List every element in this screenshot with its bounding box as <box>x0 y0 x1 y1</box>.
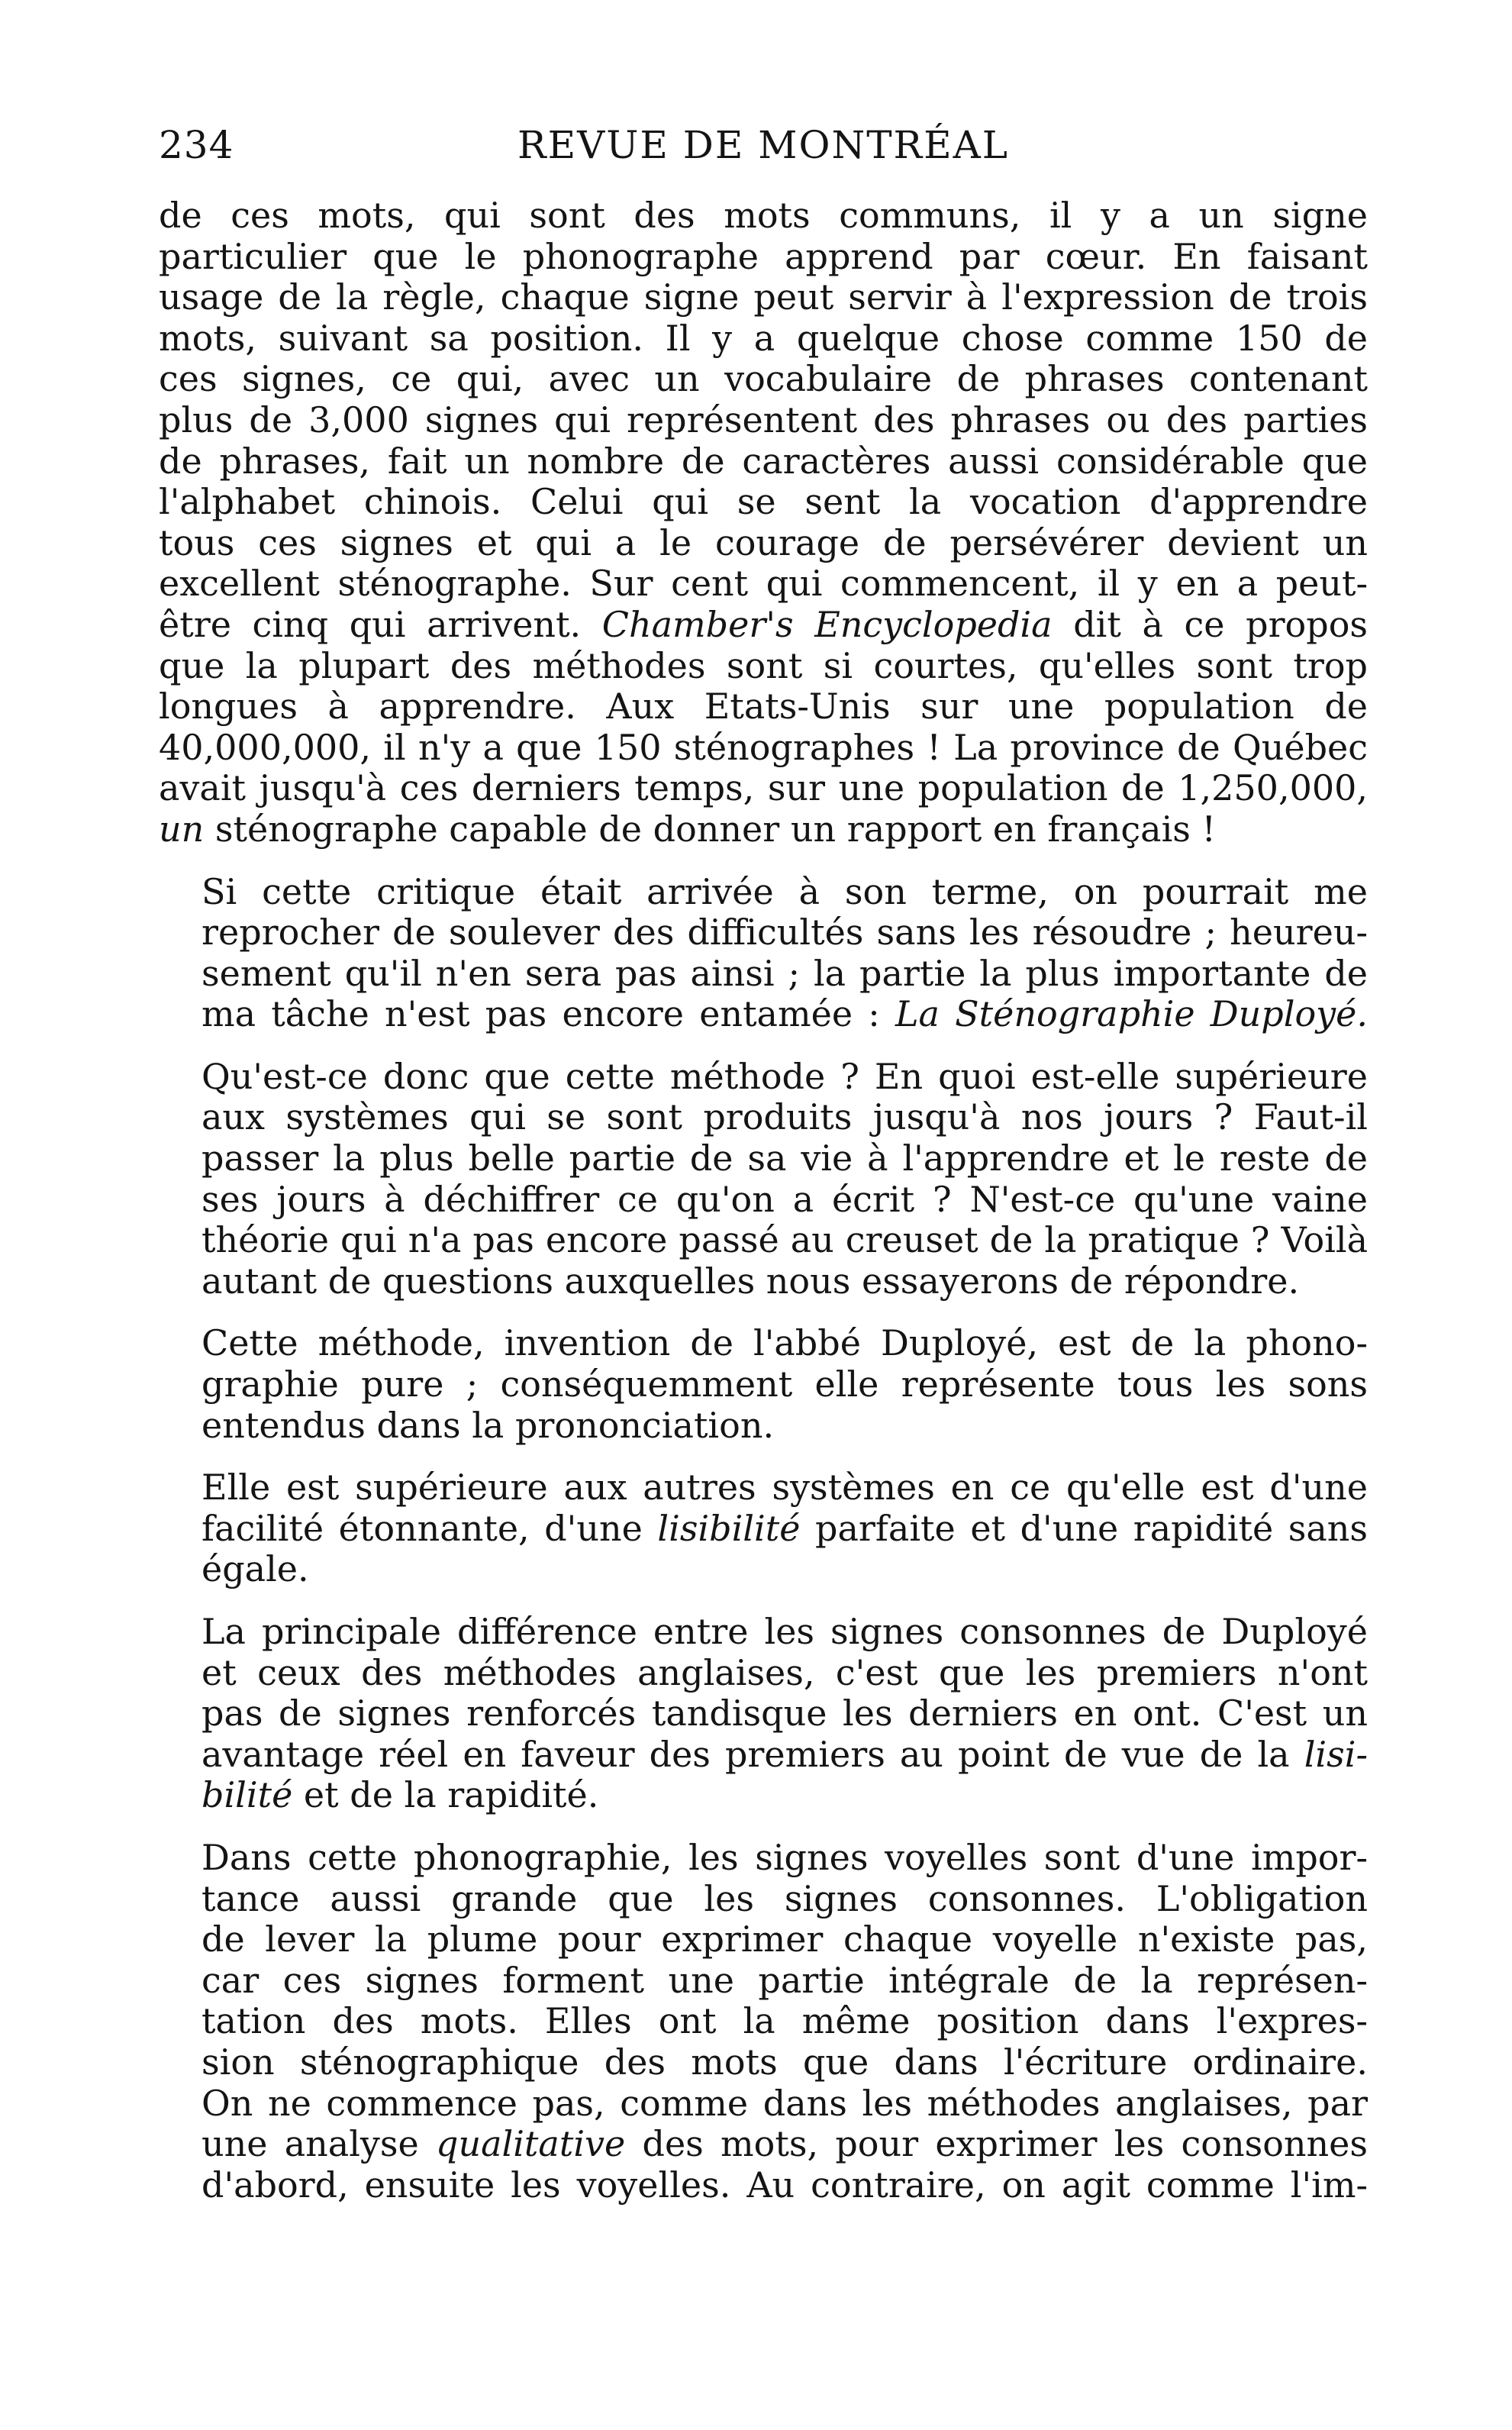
paragraph-6 <box>159 1612 1368 1816</box>
text-line: passer la plus belle partie de sa vie à l'apprendre et le reste de <box>201 1138 1368 1180</box>
italic-emphasis: lisi- <box>1304 1733 1368 1775</box>
paragraph-4 <box>159 1323 1368 1446</box>
text-line: Qu'est-ce donc que cette méthode ? En quoi est-elle supérieure <box>201 1055 1368 1097</box>
text-line: d'abord, ensuite les voyelles. Au contraire, on agit comme l'im- <box>201 2164 1368 2206</box>
text-line: excellent sténographe. Sur cent qui commencent, il y en a peut- <box>159 563 1368 605</box>
paragraph-2 <box>159 872 1368 1035</box>
text-line: de lever la plume pour exprimer chaque voyelle n'existe pas, <box>201 1919 1368 1960</box>
text-line: longues à apprendre. Aux Etats-Unis sur une population de <box>159 686 1368 728</box>
text-line: Dans cette phonographie, les signes voyelles sont d'une impor- <box>201 1836 1368 1878</box>
text-line: Cette méthode, invention de l'abbé Duployé, est de la phono- <box>201 1322 1368 1364</box>
text-segment: une analyse <box>201 2123 419 2165</box>
text-line: La principale différence entre les signes consonnes de Duployé <box>201 1611 1368 1652</box>
italic-emphasis: lisibilité <box>657 1507 801 1549</box>
text-line: reprocher de soulever des difficultés sans les résoudre ; heureu- <box>201 912 1368 954</box>
text-line: usage de la règle, chaque signe peut servir à l'expression de trois <box>159 276 1368 318</box>
paragraph-7 <box>159 1838 1368 2206</box>
text-line: mots, suivant sa position. Il y a quelque chose comme 150 de <box>159 317 1368 359</box>
text-line: tation des mots. Elles ont la même position dans l'expres- <box>201 2000 1368 2042</box>
text-segment: des mots, pour exprimer les consonnes <box>642 2123 1368 2165</box>
text-line: sement qu'il n'en sera pas ainsi ; la partie la plus importante de <box>201 952 1368 994</box>
text-line: plus de 3,000 signes qui représentent des phrases ou des parties <box>159 399 1368 440</box>
text-line: car ces signes forment une partie intégrale de la représen- <box>201 1959 1368 2001</box>
book-page <box>159 115 1368 2206</box>
text-line <box>159 809 1368 850</box>
text-line: égale. <box>201 1548 309 1590</box>
text-line: l'alphabet chinois. Celui qui se sent la vocation d'apprendre <box>159 481 1368 523</box>
text-line: ses jours à déchiffrer ce qu'on a écrit ? N'est-ce qu'une vaine <box>201 1178 1368 1220</box>
text-line: de phrases, fait un nombre de caractères aussi considérable que <box>159 440 1368 482</box>
text-line: avait jusqu'à ces derniers temps, sur une population de 1,250,000, <box>159 767 1368 809</box>
text-line: ces signes, ce qui, avec un vocabulaire de phrases contenant <box>159 358 1368 400</box>
text-line: théorie qui n'a pas encore passé au creuset de la pratique ? Voilà <box>201 1219 1368 1261</box>
text-line <box>159 1735 1368 1776</box>
text-line: et ceux des méthodes anglaises, c'est que les premiers n'ont <box>201 1651 1368 1693</box>
text-line: de ces mots, qui sont des mots communs, il y a un signe <box>159 195 1368 236</box>
text-line: 40,000,000, il n'y a que 150 sténographes ! La province de Québec <box>159 726 1368 768</box>
text-segment: sténographe capable de donner un rapport en français ! <box>214 808 1217 850</box>
text-line: tous ces signes et qui a le courage de persévérer devient un <box>159 521 1368 563</box>
italic-title: Chamber's Encyclopedia <box>601 603 1053 645</box>
text-segment: avantage réel en faveur des premiers au point de vue de la <box>201 1733 1290 1775</box>
text-line <box>159 2124 1368 2165</box>
paragraph-1 <box>159 195 1368 850</box>
text-segment: ma tâche n'est pas encore entamée : <box>201 993 880 1035</box>
text-segment: facilité étonnante, d'une <box>201 1507 643 1549</box>
text-line: entendus dans la prononciation. <box>201 1404 775 1446</box>
text-line <box>159 605 1368 646</box>
italic-emphasis: un <box>159 808 205 850</box>
text-line: autant de questions auxquelles nous essayerons de répondre. <box>201 1260 1300 1302</box>
text-segment: parfaite et d'une rapidité sans <box>815 1507 1369 1549</box>
text-line: graphie pure ; conséquemment elle représente tous les sons <box>201 1363 1368 1405</box>
text-segment: et de la rapidité. <box>303 1774 599 1816</box>
text-line <box>159 1775 1368 1816</box>
paragraph-3 <box>159 1057 1368 1302</box>
text-line <box>159 1509 1368 1550</box>
text-line: Elle est supérieure aux autres systèmes en ce qu'elle est d'une <box>201 1467 1368 1509</box>
text-line: aux systèmes qui se sont produits jusqu'à nos jours ? Faut-il <box>201 1096 1368 1138</box>
text-segment: dit à ce propos <box>1073 603 1368 645</box>
journal-title: REVUE DE MONTRÉAL <box>517 123 1009 167</box>
text-segment: être cinq qui arrivent. <box>159 603 582 645</box>
text-line: sion sténographique des mots que dans l'écriture ordinaire. <box>201 2041 1368 2083</box>
italic-emphasis: qualitative <box>436 2123 626 2165</box>
italic-emphasis: bilité <box>201 1774 293 1816</box>
text-line: pas de signes renforcés tandisque les derniers en ont. C'est un <box>201 1693 1368 1735</box>
text-line <box>159 994 1368 1035</box>
text-line: que la plupart des méthodes sont si courtes, qu'elles sont trop <box>159 644 1368 686</box>
article-body <box>159 195 1368 2206</box>
text-line: Si cette critique était arrivée à son terme, on pourrait me <box>201 870 1368 912</box>
page-number: 234 <box>159 123 234 167</box>
paragraph-5 <box>159 1467 1368 1590</box>
running-head <box>159 115 1368 176</box>
italic-title: La Sténographie Duployé. <box>895 993 1368 1035</box>
text-line: particulier que le phonographe apprend par cœur. En faisant <box>159 235 1368 277</box>
text-line: On ne commence pas, comme dans les méthodes anglaises, par <box>201 2082 1368 2124</box>
text-line: tance aussi grande que les signes consonnes. L'obligation <box>201 1877 1368 1919</box>
